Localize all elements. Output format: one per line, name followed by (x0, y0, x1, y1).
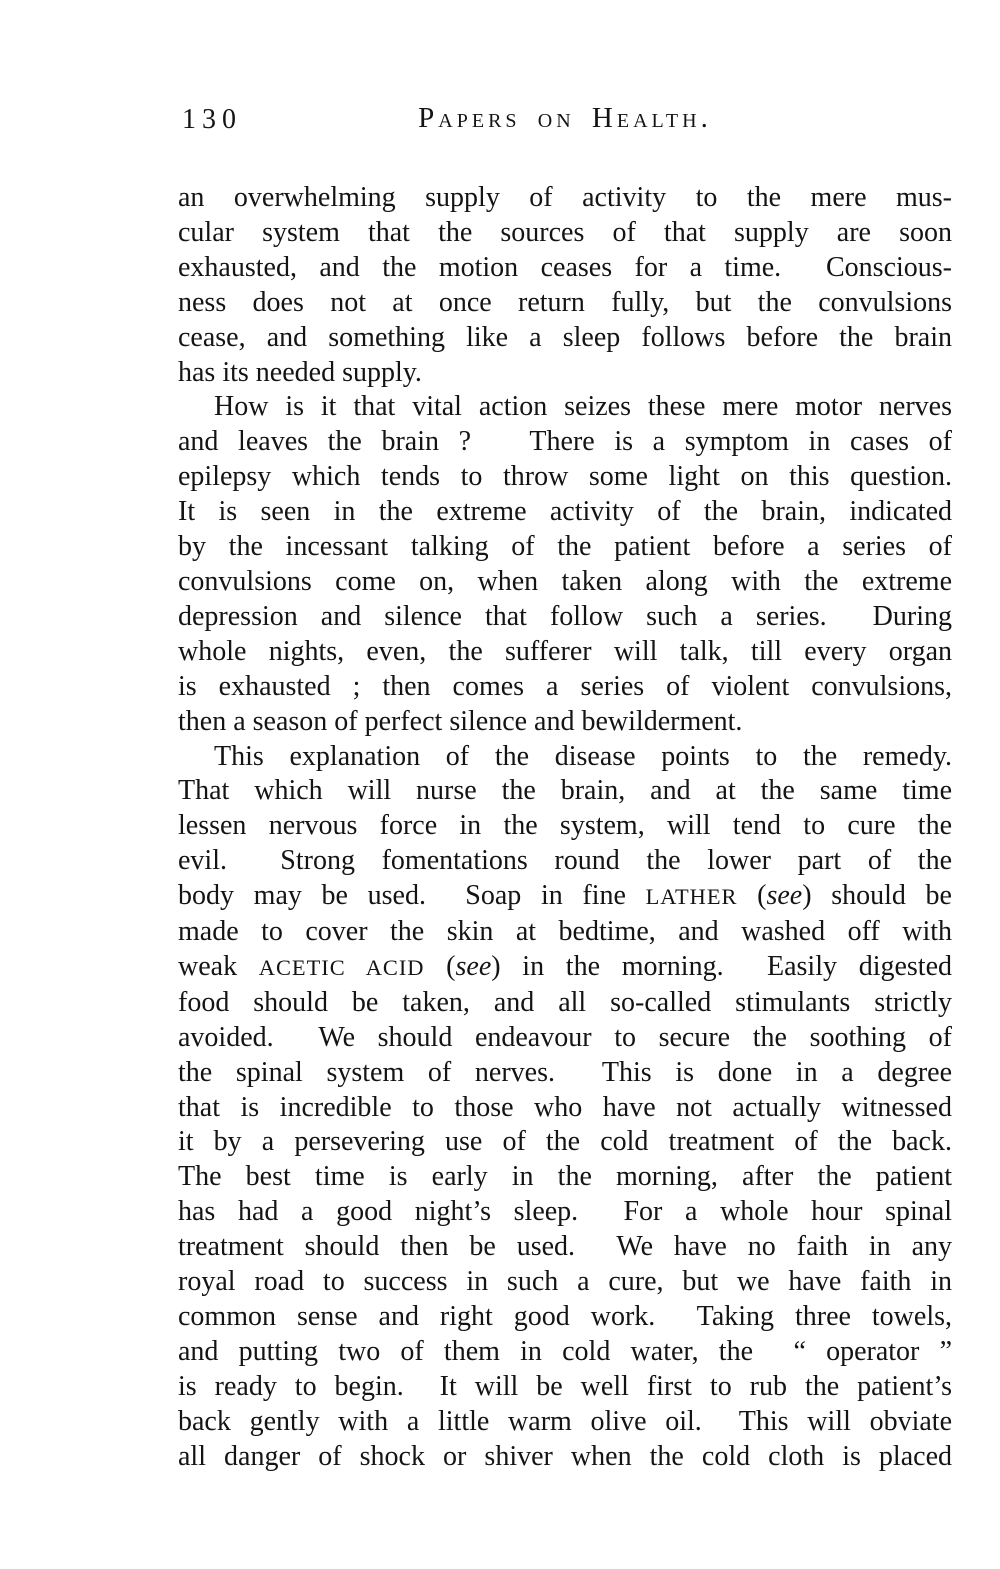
text-line: cease, and something like a sleep follows before the brain (178, 321, 952, 353)
text-line: is exhausted ; then comes a series of violent convulsions, (178, 670, 952, 702)
text-line: that is incredible to those who have not actually witnessed (178, 1091, 952, 1123)
text-line: ness does not at once return fully, but the convulsions (178, 286, 952, 318)
text-line: That which will nurse the brain, and at the same time (178, 775, 952, 807)
page-number: 130 (182, 104, 242, 135)
text-line: has had a good night’s sleep. For a whole hour spinal (178, 1196, 952, 1228)
text-line: and putting two of them in cold water, the “ operator ” (178, 1335, 952, 1367)
text-line: avoided. We should endeavour to secure the soothing of (178, 1021, 952, 1053)
text-line: It is seen in the extreme activity of the brain, indicated (178, 496, 952, 528)
text-line: then a season of perfect silence and bewilderment. (178, 705, 743, 737)
text-line: common sense and right good work. Taking three towels, (178, 1301, 952, 1332)
text-line: an overwhelming supply of activity to the mere mus- (178, 182, 952, 213)
text-line: The best time is early in the morning, after the patient (178, 1161, 952, 1193)
text-line: whole nights, even, the sufferer will talk, till every organ (178, 635, 952, 667)
text-line: and leaves the brain ? There is a symptom in cases of (178, 426, 952, 458)
running-title: Papers on Health. (418, 102, 712, 134)
text-line: has its needed supply. (178, 356, 422, 388)
text-line: the spinal system of nerves. This is done in a degree (178, 1056, 952, 1088)
text-line: treatment should then be used. We have no faith in any (178, 1231, 952, 1263)
paragraph (178, 740, 952, 1475)
text-block (178, 181, 952, 1475)
text-line: is ready to begin. It will be well first to rub the patient’s (178, 1370, 952, 1402)
text-line: evil. Strong fomentations round the lower part of the (178, 845, 952, 877)
text-line: body may be used. Soap in fine LATHER (see) should be (178, 880, 952, 912)
text-line: depression and silence that follow such a series. During (178, 600, 952, 632)
text-line: convulsions come on, when taken along with the extreme (178, 565, 952, 597)
text-line: all danger of shock or shiver when the cold cloth is placed (178, 1440, 952, 1472)
text-line: cular system that the sources of that supply are soon (178, 216, 952, 248)
paragraph (178, 181, 952, 390)
text-line: made to cover the skin at bedtime, and washed off with (178, 916, 952, 948)
text-line: weak ACETIC ACID (see) in the morning. Easily digested (178, 950, 953, 982)
text-line: lessen nervous force in the system, will tend to cure the (178, 810, 952, 842)
text-line: royal road to success in such a cure, but we have faith in (178, 1266, 952, 1298)
text-line: food should be taken, and all so-called stimulants strictly (178, 986, 952, 1018)
text-line: This explanation of the disease points to the remedy. (214, 740, 952, 772)
text-line: How is it that vital action seizes these mere motor nerves (214, 391, 952, 423)
text-line: by the incessant talking of the patient before a series of (178, 531, 952, 563)
text-line: exhausted, and the motion ceases for a time. Conscious- (178, 251, 952, 283)
text-line: it by a persevering use of the cold treatment of the back. (178, 1126, 952, 1158)
text-line: back gently with a little warm olive oil. This will obviate (178, 1405, 952, 1437)
text-line: epilepsy which tends to throw some light on this question. (178, 461, 952, 493)
paragraph (178, 390, 952, 739)
